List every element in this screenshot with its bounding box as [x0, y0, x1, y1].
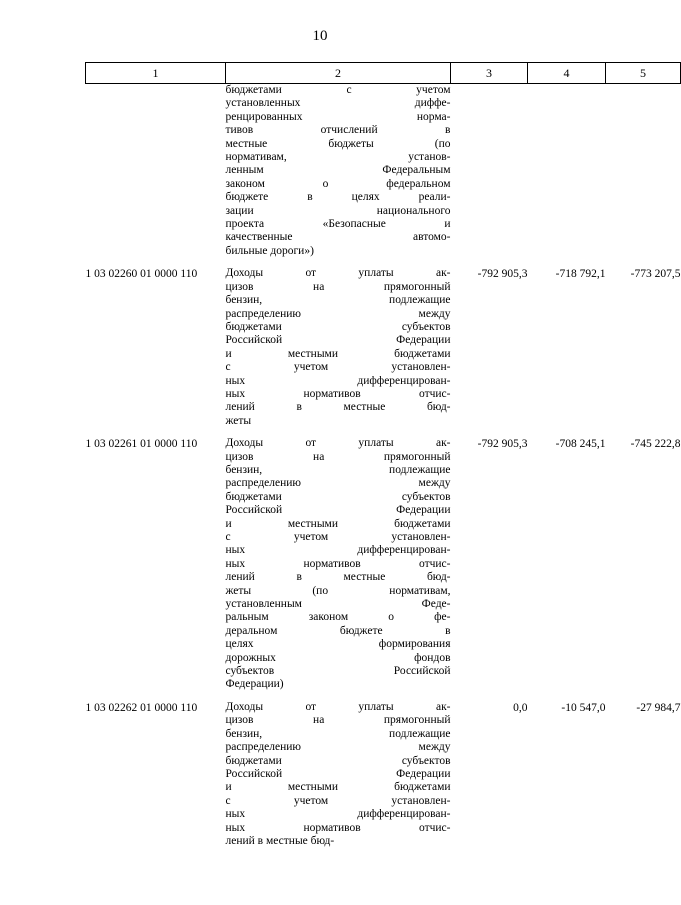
name-line: бильные дороги»)	[225, 244, 314, 257]
name-line: бензин, подлежащие	[225, 294, 451, 307]
row-value-3: -792 905,3	[477, 438, 528, 451]
name-line: дорожных фондов	[225, 651, 451, 664]
row-name-text	[226, 437, 451, 692]
name-line: субъектов Российской	[225, 665, 451, 678]
name-line: Федерации)	[225, 678, 284, 691]
table-header-row	[86, 63, 681, 84]
row-value-4: -708 245,1	[555, 438, 606, 451]
name-line: распределению между	[225, 307, 451, 320]
name-line: законом о федеральном	[225, 177, 451, 190]
name-line: с учетом установлен-	[225, 794, 451, 807]
name-line: распределению между	[225, 477, 451, 490]
column-header-4: 4	[528, 63, 606, 84]
row-name-text	[226, 701, 451, 848]
name-line: нормативам, установ-	[225, 151, 451, 164]
name-line: распределению между	[225, 741, 451, 754]
row-value-3: 0,0	[513, 701, 528, 714]
name-line: установленных диффе-	[225, 97, 451, 110]
name-line: ных нормативов отчис-	[225, 387, 451, 400]
name-line: цизов на прямогонный	[225, 280, 451, 293]
row-name	[226, 437, 451, 701]
row-value-4: -718 792,1	[555, 268, 606, 281]
name-line: с учетом установлен-	[225, 531, 451, 543]
name-line: целях формирования	[225, 638, 451, 651]
name-line: цизов на прямогонный	[225, 714, 451, 727]
row-value-5: -27 984,7	[636, 701, 681, 714]
name-line: ных нормативов отчис-	[225, 557, 451, 570]
page-number: 10	[312, 28, 328, 44]
column-header-2: 2	[226, 63, 451, 84]
name-line: жеты (по нормативам,	[225, 584, 451, 597]
name-line: ных дифференцирован-	[225, 374, 451, 387]
name-line: бюджетами субъектов	[225, 490, 451, 503]
name-line: тивов отчислений в	[225, 124, 451, 137]
column-header-5: 5	[606, 63, 681, 84]
row-code: 1 03 02261 01 0000 110	[85, 438, 198, 451]
name-line: Доходы от уплаты ак-	[225, 437, 451, 450]
name-line: и местными бюджетами	[225, 517, 451, 530]
name-line: зации национального	[225, 204, 451, 217]
name-line: бензин, подлежащие	[225, 727, 451, 740]
name-line: местные бюджеты (по	[225, 137, 451, 150]
name-line: ленным Федеральным	[225, 164, 451, 177]
name-line: Российской Федерации	[225, 767, 451, 780]
name-line: и местными бюджетами	[225, 347, 451, 360]
table-row	[86, 437, 681, 701]
name-line: бюджете в целях реали-	[225, 191, 451, 204]
row-name	[226, 267, 451, 437]
name-line: ральным законом о фе-	[225, 611, 451, 624]
name-line: проекта «Безопасные и	[225, 218, 451, 231]
row-name	[226, 701, 451, 857]
row-code: 1 03 02260 01 0000 110	[85, 268, 198, 281]
name-line: лений в местные бюд-	[225, 834, 335, 847]
name-line: жеты	[225, 414, 252, 427]
column-header-1: 1	[86, 63, 226, 84]
name-line: деральном бюджете в	[225, 624, 451, 637]
name-line: лений в местные бюд-	[225, 401, 451, 414]
row-value-3: -792 905,3	[477, 268, 528, 281]
row-value-5: -773 207,5	[630, 268, 681, 281]
table-row	[86, 701, 681, 857]
budget-table	[85, 62, 681, 857]
name-line: и местными бюджетами	[225, 781, 451, 794]
name-line: бюджетами субъектов	[225, 754, 451, 767]
name-line: Российской Федерации	[225, 334, 451, 347]
name-line: Российской Федерации	[225, 504, 451, 517]
name-line: Доходы от уплаты ак-	[225, 267, 451, 280]
name-line: установленным Феде-	[225, 598, 451, 611]
name-line: Доходы от уплаты ак-	[225, 700, 451, 713]
row-value-4: -10 547,0	[561, 701, 606, 714]
name-line: бензин, подлежащие	[225, 463, 451, 476]
name-line: лений в местные бюд-	[225, 571, 451, 584]
column-header-3: 3	[451, 63, 528, 84]
name-line: качественные автомо-	[225, 231, 451, 244]
row-code	[86, 84, 226, 268]
name-line: ных дифференцирован-	[225, 808, 451, 821]
name-line: бюджетами субъектов	[225, 320, 451, 333]
name-line: ных нормативов отчис-	[225, 821, 451, 834]
name-line: цизов на прямогонный	[225, 450, 451, 463]
name-line: бюджетами с учетом	[225, 84, 451, 96]
row-name	[226, 84, 451, 268]
row-name-text	[226, 267, 451, 428]
continuation-row	[86, 84, 681, 268]
row-code: 1 03 02262 01 0000 110	[85, 701, 198, 714]
row-name-text	[226, 84, 451, 258]
table-row	[86, 267, 681, 437]
name-line: ренцированных норма-	[225, 110, 451, 123]
row-value-5: -745 222,8	[630, 438, 681, 451]
name-line: ных дифференцирован-	[225, 544, 451, 557]
name-line: с учетом установлен-	[225, 361, 451, 374]
